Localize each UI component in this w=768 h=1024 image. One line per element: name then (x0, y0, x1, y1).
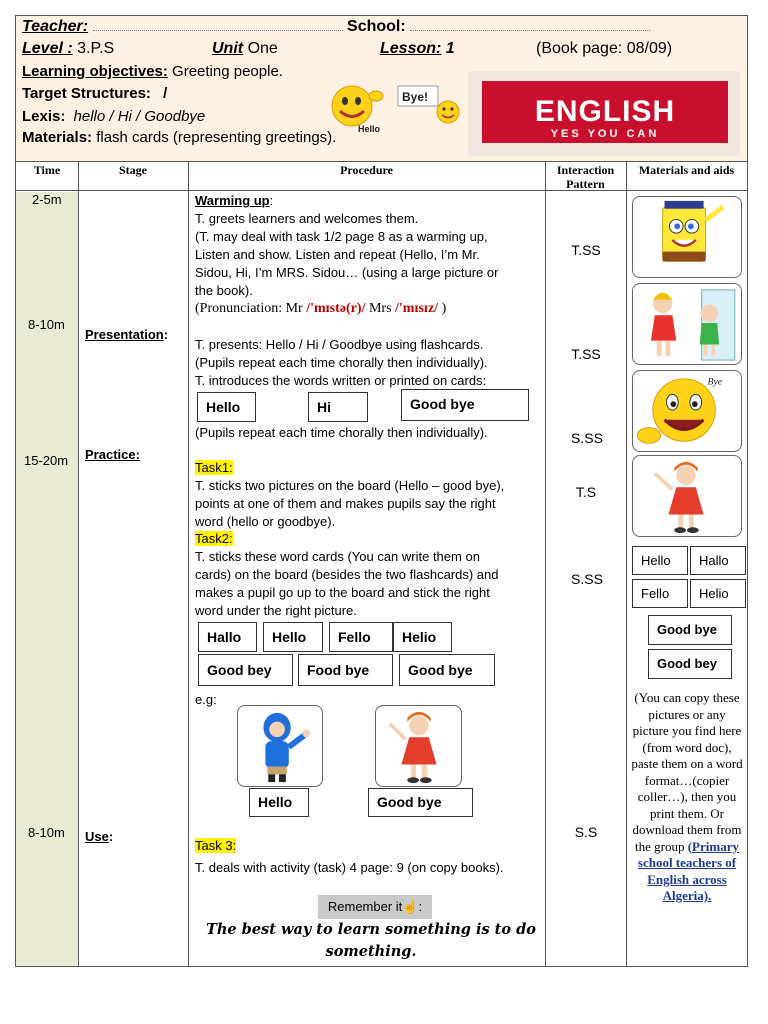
lesson-group (380, 40, 455, 58)
level-value: 3.P.S (77, 40, 115, 57)
eg-label: e.g: (195, 692, 217, 707)
hello-smiley-sticker (320, 82, 390, 134)
objectives-row (22, 63, 283, 80)
objectives-value: Greeting people. (172, 63, 283, 80)
word-card: Hello (249, 788, 309, 817)
unit-value: One (247, 40, 278, 57)
unit-group (212, 40, 278, 58)
warming-line: T. greets learners and welcomes them. (195, 211, 419, 226)
stage-use: Use: (85, 829, 114, 844)
bye-caption: Bye (707, 376, 723, 388)
time-presentation: 8-10m (28, 317, 65, 332)
time-use: 8-10m (28, 825, 65, 840)
logo-band (482, 81, 728, 143)
column-divider (188, 161, 189, 966)
bye-smiley-sticker (394, 80, 464, 128)
word-card: Hallo (690, 546, 746, 575)
interaction-pattern: T.S (575, 484, 597, 500)
lesson-header (16, 16, 747, 162)
teacher-blank (93, 18, 343, 31)
lesson-label: Lesson: (380, 40, 442, 57)
spongebob-picture (632, 196, 742, 278)
presents-line: (Pupils repeat each time chorally then individually). (195, 355, 488, 370)
warming-line: Sidou, Hi, I’m MRS. Sidou… (using a large picture or (195, 265, 499, 280)
interaction-pattern: S.S (574, 824, 598, 840)
lesson-plan-sheet (15, 15, 748, 967)
interaction-pattern: T.SS (571, 242, 601, 258)
interaction-pattern: T.SS (571, 346, 601, 362)
col-header-procedure: Procedure (188, 161, 545, 191)
school-label: School: (347, 18, 406, 35)
school-blank (410, 18, 650, 31)
word-card: Good bye (648, 615, 732, 645)
presents-line: T. introduces the words written or printed on cards: (195, 373, 487, 388)
task2-line: makes a pupil go up to the board and stick the right (195, 585, 490, 600)
girl-waving-picture (632, 455, 742, 537)
task2-line: word under the right picture. (195, 603, 357, 618)
col-header-time: Time (16, 161, 78, 191)
col-header-materials: Materials and aids (626, 161, 747, 191)
bye-sticker-text: Bye! (402, 90, 429, 104)
lexis-label: Lexis: (22, 108, 66, 125)
word-card: Good bye (401, 389, 529, 421)
pron-mrs: /'mɪsɪz/ (395, 301, 439, 316)
col-header-interaction: Interaction Pattern (545, 161, 626, 191)
logo-title: ENGLISH (534, 95, 676, 128)
word-card: Hallo (198, 622, 257, 652)
stage-practice: Practice: (85, 447, 140, 462)
task2-line: cards) on the board (besides the two flashcards) and (195, 567, 499, 582)
book-page: (Book page: 08/09) (536, 40, 673, 57)
task3-label: Task 3: (195, 838, 237, 853)
materials-value: flash cards (representing greetings). (96, 129, 337, 146)
task1-label: Task1: (195, 460, 233, 475)
word-card: Hello (632, 546, 688, 575)
pronunciation-line: (Pronunciation: Mr /'mɪstə(r)/ Mrs /'mɪsɪz/ ) (195, 301, 447, 316)
word-card: Fello (632, 579, 688, 608)
col-header-stage: Stage (78, 161, 188, 191)
two-girls-greeting-picture (632, 283, 742, 365)
task1-line: points at one of them and makes pupils say the right (195, 496, 496, 511)
structures-label: Target Structures: (22, 85, 151, 102)
word-card: Food bye (298, 654, 393, 686)
english-logo (468, 71, 740, 156)
teacher-row (22, 18, 650, 36)
column-divider (545, 161, 546, 966)
copy-pictures-note (630, 690, 744, 905)
task1-line: T. sticks two pictures on the board (Hello – good bye), (195, 478, 505, 493)
task3-line: T. deals with activity (task) 4 page: 9 (on copy books). (195, 860, 504, 875)
level-row (22, 40, 742, 58)
word-card: Hello (197, 392, 256, 422)
column-divider (78, 161, 79, 966)
repeat-line: (Pupils repeat each time chorally then individually). (195, 425, 488, 440)
lexis-row (22, 108, 205, 125)
structures-row (22, 85, 167, 102)
interaction-pattern: S.SS (571, 571, 603, 587)
hello-sticker-text: Hello (358, 124, 381, 134)
task2-line: T. sticks these word cards (You can write them on (195, 549, 480, 564)
hijab-girl-hello-picture (237, 705, 323, 787)
word-card: Hi (308, 392, 368, 422)
remember-it-label: Remember it (327, 899, 403, 914)
word-card: Helio (393, 622, 452, 652)
bye-smiley-picture (632, 370, 742, 452)
lexis-value: hello / Hi / Goodbye (73, 108, 206, 125)
interaction-pattern: S.SS (571, 430, 603, 446)
facebook-group-link[interactable]: (Primary school teachers of English across Algeria). (637, 838, 739, 903)
task2-label: Task2: (195, 531, 233, 546)
pointing-hand-icon: ☝ (402, 899, 419, 914)
structures-value: / (163, 85, 168, 102)
motto-quote: The best way to learn something is to do something. (206, 921, 536, 960)
note-text: (You can copy these pictures or any picture you find here (from word doc), paste them on a word format…(copier coller…), then you print them. Or download them from the group (631, 690, 743, 854)
word-card: Good bey (198, 654, 293, 686)
stage-presentation: Presentation: (85, 327, 169, 342)
warming-line: (T. may deal with task 1/2 page 8 as a warming up, (195, 229, 488, 244)
remember-it-box: Remember it☝: (318, 895, 432, 919)
pron-mr: /'mɪstə(r)/ (306, 301, 366, 316)
time-practice: 15-20m (24, 453, 69, 468)
warming-up-title: Warming up: (195, 193, 274, 208)
column-divider (626, 161, 627, 966)
word-card: Good bye (368, 788, 473, 817)
objectives-label: Learning objectives: (22, 63, 168, 80)
time-warming: 2-5m (32, 192, 62, 207)
unit-label: Unit (212, 40, 244, 57)
warming-line: Listen and show. Listen and repeat (Hello, I’m Mr. (195, 247, 480, 262)
presents-line: T. presents: Hello / Hi / Goodbye using flashcards. (195, 337, 484, 352)
level-label: Level : (22, 40, 73, 57)
logo-subtitle: YES YOU CAN (550, 128, 660, 140)
teacher-label: Teacher: (22, 18, 89, 35)
lesson-value: 1 (445, 40, 455, 57)
word-card: Helio (690, 579, 746, 608)
materials-label: Materials: (22, 129, 93, 146)
time-column (16, 192, 78, 966)
word-card: Good bey (648, 649, 732, 679)
word-card: Hello (263, 622, 323, 652)
girl-waving-goodbye-picture (375, 705, 462, 787)
word-card: Fello (329, 622, 393, 652)
task1-line: word (hello or goodbye). (195, 514, 336, 529)
materials-row (22, 129, 336, 146)
word-card: Good bye (399, 654, 495, 686)
warming-line: the book). (195, 283, 253, 298)
